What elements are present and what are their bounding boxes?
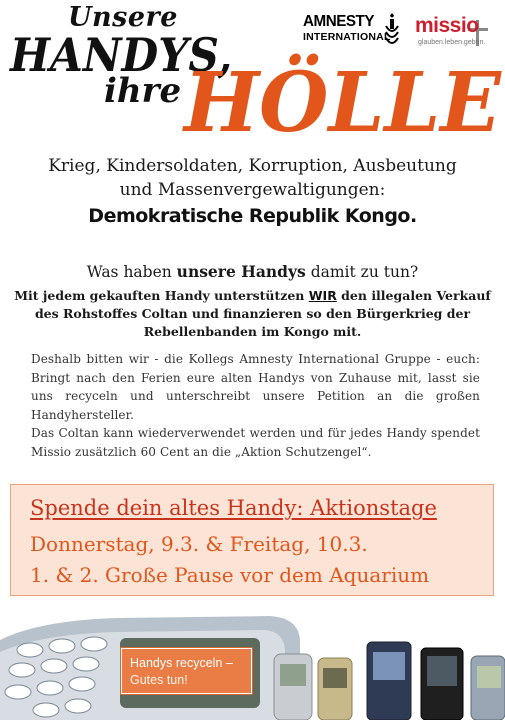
statement-post: den illegalen Verkauf [336, 288, 491, 303]
statement-line-1 [0, 288, 505, 303]
recycle-label-line2: Gutes tun! [130, 673, 188, 687]
intro-line-2: und Massenvergewaltigungen: [119, 180, 386, 200]
statement-line-2: des Rohstoffes Coltan und finanzieren so den Bürgerkrieg der [34, 306, 471, 321]
body-paragraph-1: Deshalb bitten wir - die Kollegs Amnesty International Gruppe - euch: Bringt nach den Ferien eure alten Handys von Zuhause mit, lasst sie uns recyceln und unterschreibt unsere Petition an die großen Handyhersteller. [31, 352, 480, 422]
phones-photo [0, 612, 505, 720]
amnesty-logo-line2: INTERNATIONAL [303, 31, 391, 43]
statement-pre: Mit jedem gekauften Handy unterstützen [14, 288, 309, 303]
question-line [0, 262, 505, 281]
title-word-unsere: Unsere [68, 2, 178, 33]
question-prefix: Was haben [86, 263, 177, 281]
statement-wir: WIR [308, 288, 337, 303]
body-paragraph-2: Das Coltan kann wiederverwendet werden und für jedes Handy spendet Missio zusätzlich 60 Cent an die „Aktion Schutzengel“. [31, 426, 480, 459]
action-location: 1. & 2. Große Pause vor dem Aquarium [30, 563, 430, 587]
statement-line-3: Rebellenbanden im Kongo mit. [143, 324, 362, 339]
amnesty-logo [303, 13, 391, 43]
recycle-label [121, 648, 252, 694]
question-suffix: damit zu tun? [305, 263, 419, 281]
title-word-ihre: ihre [104, 71, 182, 111]
intro-country: Demokratische Republik Kongo. [88, 205, 417, 227]
missio-tagline: glauben.leben.geben. [418, 39, 486, 46]
title-word-handys: HANDYS, [10, 28, 233, 82]
candle-icon [386, 14, 398, 44]
missio-logo-word: missio [415, 14, 479, 37]
action-headline: Spende dein altes Handy: Aktionstage [30, 496, 437, 520]
question-highlight: unsere Handys [176, 262, 306, 281]
intro-line-1: Krieg, Kindersoldaten, Korruption, Ausbeutung [48, 156, 457, 176]
body-paragraph [31, 350, 480, 461]
title-word-hoelle: HÖLLE [184, 55, 501, 151]
action-dates: Donnerstag, 9.3. & Freitag, 10.3. [30, 532, 368, 556]
amnesty-logo-line1: AMNESTY [303, 13, 374, 30]
recycle-label-line1: Handys recyceln – [130, 656, 233, 670]
